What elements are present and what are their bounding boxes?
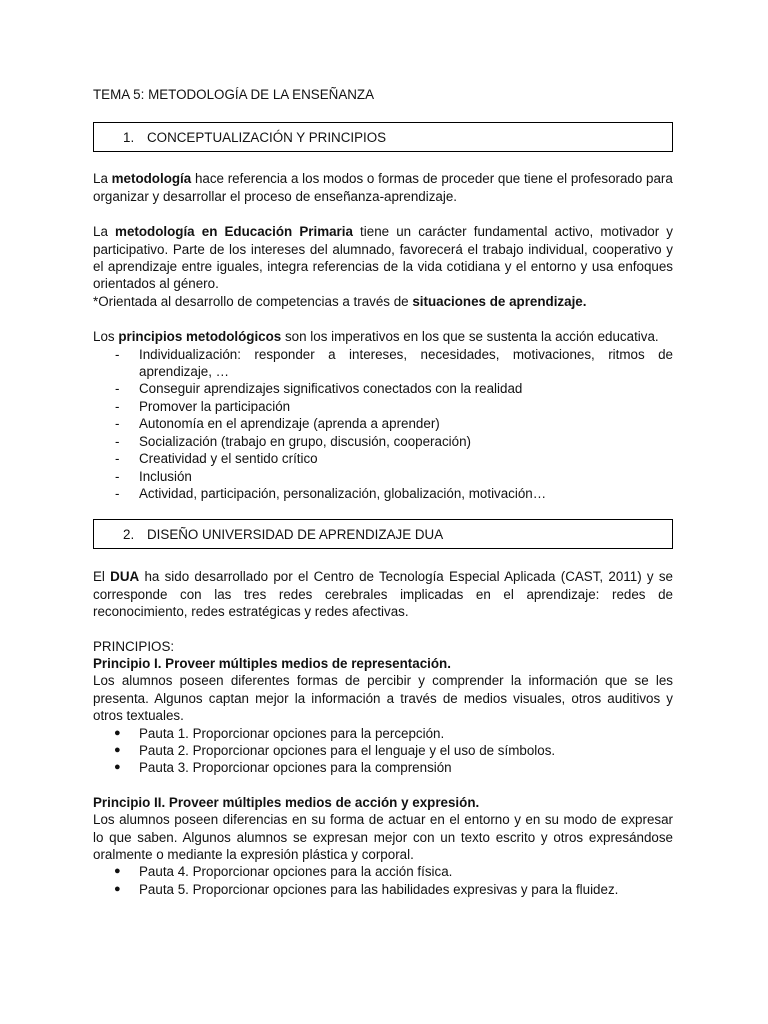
list-item: - Inclusión	[115, 468, 192, 484]
list-item: - Actividad, participación, personalización, globalización, motivación…	[115, 485, 547, 501]
document-page	[93, 86, 673, 898]
paragraph-metodologia-primaria: La metodología en Educación Primaria tiene un carácter fundamental activo, motivador y participativo. Parte de los intereses del alumnado, favorecerá el trabajo individual, cooperativo y el aprendizaje entre iguales, integra referencias de la vida cotidiana y el entorno y usa enfoques orientados al género.	[93, 224, 673, 292]
principles-list	[93, 346, 673, 503]
list-item: - Promover la participación	[115, 398, 291, 414]
section-heading-2	[93, 519, 673, 549]
list-item: ● Pauta 5. Proporcionar opciones para las habilidades expresivas y para la fluidez.	[114, 881, 619, 897]
principios-label: PRINCIPIOS:	[93, 638, 175, 654]
list-item: - Individualización: responder a intereses, necesidades, motivaciones, ritmos de aprendizaje, …	[115, 346, 673, 380]
list-item: - Autonomía en el aprendizaje (aprenda a aprender)	[115, 416, 440, 432]
pautas-list-2	[93, 863, 673, 898]
section-heading-1	[93, 122, 673, 152]
paragraph-competencias: *Orientada al desarrollo de competencias a través de situaciones de aprendizaje.	[93, 293, 587, 309]
list-item: - Socialización (trabajo en grupo, discusión, cooperación)	[115, 433, 471, 449]
section-number: 2.	[123, 526, 135, 542]
principio-2-text: Los alumnos poseen diferencias en su forma de actuar en el entorno y en su modo de expresar lo que saben. Algunos alumnos se expresan mejor con un texto escrito y otros expresándose oralmente o mediante la expresión plástica y corporal.	[93, 812, 673, 862]
section-heading-text: CONCEPTUALIZACIÓN Y PRINCIPIOS	[147, 129, 387, 145]
paragraph-metodologia: La metodología hace referencia a los modos o formas de proceder que tiene el profesorado para organizar y desarrollar el proceso de enseñanza-aprendizaje.	[93, 171, 673, 204]
list-item: - Creatividad y el sentido crítico	[115, 451, 318, 467]
principio-2-heading: Principio II. Proveer múltiples medios de acción y expresión.	[93, 794, 480, 810]
pautas-list-1	[93, 725, 673, 777]
principio-1-text: Los alumnos poseen diferentes formas de percibir y comprender la información que se les presenta. Algunos captan mejor la información a través de medios visuales, otros auditivos y otros textuales.	[93, 673, 673, 724]
list-item: ● Pauta 4. Proporcionar opciones para la acción física.	[114, 864, 453, 880]
list-item: ● Pauta 2. Proporcionar opciones para el lenguaje y el uso de símbolos.	[114, 742, 556, 758]
principio-1-heading: Principio I. Proveer múltiples medios de representación.	[93, 655, 451, 671]
paragraph-dua: El DUA ha sido desarrollado por el Centro de Tecnología Especial Aplicada (CAST, 2011) y se corresponde con las tres redes cerebrales implicadas en el aprendizaje: redes de reconocimiento, redes estratégicas y redes afectivas.	[93, 569, 673, 620]
list-item: - Conseguir aprendizajes significativos conectados con la realidad	[115, 381, 523, 397]
list-item: ● Pauta 1. Proporcionar opciones para la percepción.	[114, 725, 445, 741]
section-heading-text: DISEÑO UNIVERSIDAD DE APRENDIZAJE DUA	[147, 526, 444, 542]
paragraph-principios: Los principios metodológicos son los imperativos en los que se sustenta la acción educativa.	[93, 329, 659, 345]
document-title: TEMA 5: METODOLOGÍA DE LA ENSEÑANZA	[93, 87, 375, 102]
section-number: 1.	[123, 129, 135, 145]
list-item: ● Pauta 3. Proporcionar opciones para la comprensión	[114, 760, 452, 776]
